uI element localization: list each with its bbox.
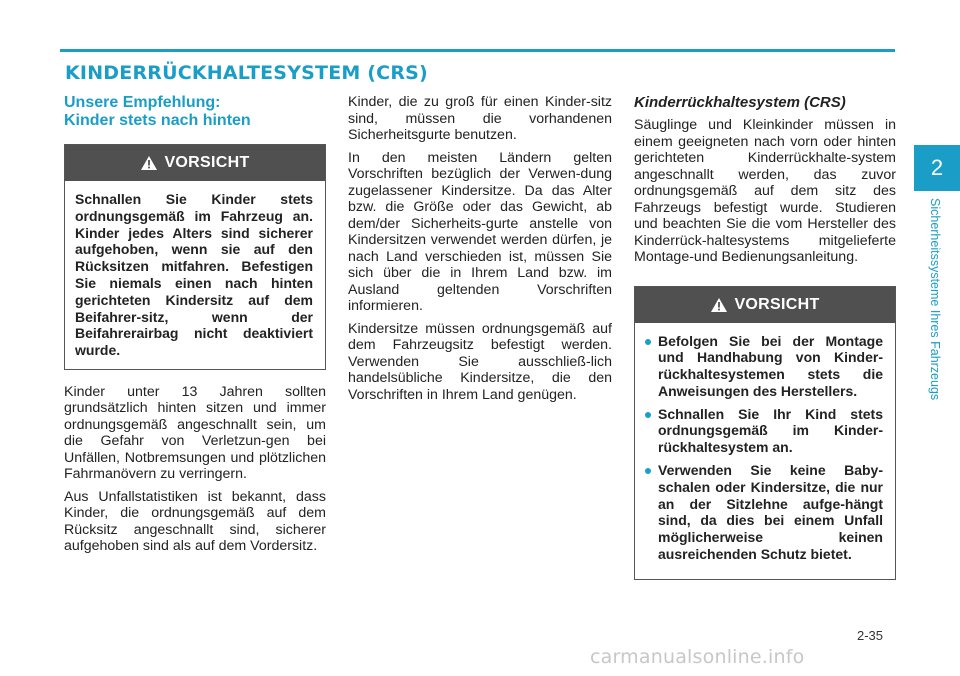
- paragraph: In den meisten Ländern gelten Vorschriften bezüglich der Verwen-dung zugelassener Kindersitze. Da das Alter bzw. die Größe oder das Gewicht, ab dem/der Sicherheits-gurte anstelle von Kindersitzen verwendet werden dürfen, je nach Land verschieden ist, müssen Sie sich über die in Ihrem Land bzw. im Ausland geltenden Vorschriften informieren.: [348, 149, 612, 314]
- caution-text-1: Schnallen Sie Kinder stets ordnungsgemäß im Fahrzeug an. Kinder jedes Alters sind sicherer aufgehoben, wenn sie auf den Rücksitzen mitfahren. Befestigen Sie niemals einen nach hinten gerichteten Kindersitz auf dem Beifahrer-sitz, wenn der Beifahrerairbag nicht deaktiviert wurde.: [75, 191, 313, 359]
- warning-triangle-icon: [140, 155, 158, 171]
- caution-body-2: [635, 323, 895, 579]
- paragraph: Kindersitze müssen ordnungsgemäß auf dem Fahrzeugsitz befestigt werden. Verwenden Sie ausschließ-lich handelsübliche Kindersitze, die den Vorschriften in Ihrem Land genügen.: [348, 320, 612, 403]
- column-1: [64, 94, 326, 561]
- caution-list-item: Befolgen Sie bei der Montage und Handhabung von Kinder-rückhaltesystemen stets die Anweisungen des Herstellers.: [645, 333, 883, 400]
- caution-title-1: VORSICHT: [164, 154, 250, 171]
- caution-box-1: [64, 144, 326, 370]
- caution-header-1: [65, 145, 325, 181]
- paragraph: Säuglinge und Kleinkinder müssen in einem geeigneten nach vorn oder hinten gerichteten Kinderrückhalte-system angeschnallt werden, das zuvor ordnungsgemäß auf dem sitz des Fahrzeugs befestigt wurde. Studieren und beachten Sie die vom Hersteller des Kinderrück-haltesystems mitgelieferte Montage-und Bedienungsanleitung.: [634, 117, 896, 265]
- caution-list-item: Verwenden Sie keine Baby-schalen oder Kindersitze, die nur an der Sitzlehne aufge-hängt sind, da dies bei einem Unfall möglicherweise keinen ausreichenden Schutz bietet.: [645, 462, 883, 563]
- paragraph: Kinder unter 13 Jahren sollten grundsätzlich hinten sitzen und immer ordnungsgemäß angeschnallt sein, um die Gefahr von Verletzun-gen bei Unfällen, Notbremsungen und plötzlichen Fahrmanövern zu verringern.: [64, 383, 326, 483]
- caution-box-2: [634, 286, 896, 580]
- column-3: [634, 94, 896, 580]
- caution-title-2: VORSICHT: [734, 295, 820, 313]
- column-2: [348, 94, 612, 409]
- paragraph: Kinder, die zu groß für einen Kinder-sitz sind, müssen die vorhandenen Sicherheitsgurte benutzen.: [348, 94, 612, 143]
- page-number: 2-35: [857, 628, 884, 643]
- section-title: KINDERRÜCKHALTESYSTEM (CRS): [65, 62, 428, 84]
- chapter-tab: 2: [914, 145, 960, 191]
- recommendation-heading: [64, 94, 326, 130]
- crs-heading: Kinderrückhaltesystem (CRS): [634, 94, 846, 111]
- recommendation-heading-line2: Kinder stets nach hinten: [64, 112, 251, 129]
- recommendation-heading-line1: Unsere Empfehlung:: [64, 94, 221, 111]
- caution-list: [645, 333, 883, 563]
- paragraph: Aus Unfallstatistiken ist bekannt, dass Kinder, die ordnungsgemäß auf dem Rücksitz angeschnallt sind, sicherer aufgehoben sind als auf dem Vordersitz.: [64, 488, 326, 555]
- watermark: carmanualsonline.info: [590, 646, 805, 668]
- caution-list-item: Schnallen Sie Ihr Kind stets ordnungsgemäß im Kinder-rückhaltesystem an.: [645, 406, 883, 456]
- caution-header-2: [635, 287, 895, 323]
- chapter-side-label: Sicherheitssysteme Ihres Fahrzeugs: [928, 198, 942, 401]
- warning-triangle-icon: [710, 297, 728, 313]
- top-rule: [60, 49, 895, 52]
